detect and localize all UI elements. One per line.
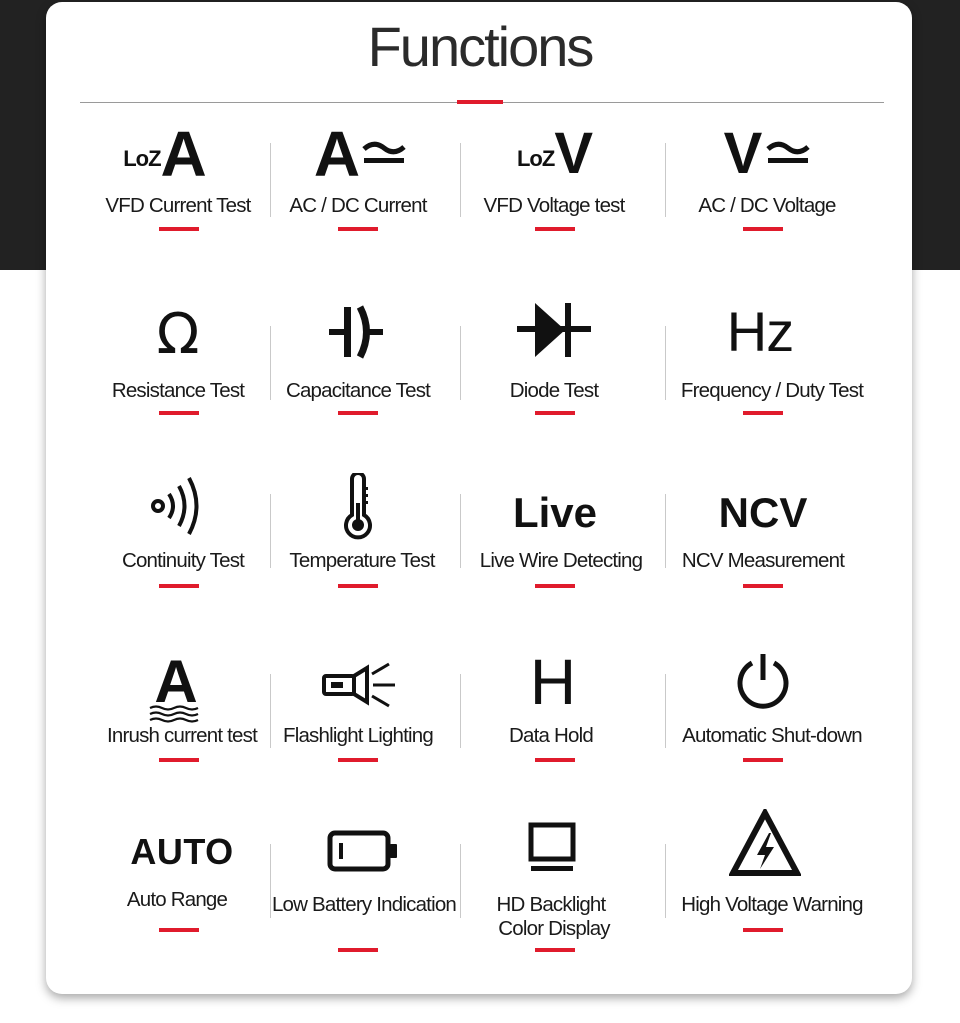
ac-dc-ampere-icon: A: [305, 124, 415, 184]
function-label: AC / DC Voltage: [698, 194, 836, 217]
function-label: Frequency / Duty Test: [680, 379, 864, 402]
function-accent-bar: [159, 411, 199, 415]
function-accent-bar: [338, 758, 378, 762]
function-label: Inrush current test: [106, 724, 257, 747]
monitor-icon: [526, 822, 578, 878]
function-accent-bar: [743, 411, 783, 415]
flashlight-icon: [320, 660, 398, 710]
function-label: Live Wire Detecting: [479, 549, 643, 572]
function-label: HD Backlight: [496, 893, 606, 916]
capacitor-icon: [326, 302, 386, 362]
ohm-icon: Ω: [156, 302, 200, 367]
function-accent-bar: [159, 227, 199, 231]
function-label: Automatic Shut-down: [682, 724, 862, 747]
function-accent-bar: [159, 584, 199, 588]
diode-icon: [514, 300, 594, 360]
battery-icon: [324, 826, 402, 876]
function-accent-bar: [535, 584, 575, 588]
function-label: Continuity Test: [121, 549, 245, 572]
function-accent-bar: [338, 411, 378, 415]
function-accent-bar: [338, 948, 378, 952]
warning-icon: [728, 808, 802, 878]
thermometer-icon: [340, 472, 376, 542]
function-label: High Voltage Warning: [681, 893, 863, 916]
function-accent-bar: [535, 948, 575, 952]
function-label: Resistance Test: [111, 379, 245, 402]
continuity-icon: [146, 474, 206, 538]
function-accent-bar: [338, 227, 378, 231]
ac-dc-volt-icon: V: [712, 124, 822, 184]
function-label: NCV Measurement: [681, 549, 845, 572]
loz-volt-icon: LoZ V: [516, 121, 593, 186]
function-accent-bar: [743, 928, 783, 932]
hold-icon: H: [529, 646, 577, 718]
function-label: Data Hold: [509, 724, 593, 747]
function-label: Flashlight Lighting: [282, 724, 434, 747]
column-divider: [665, 143, 666, 217]
function-label: Capacitance Test: [285, 379, 431, 402]
function-label: AC / DC Current: [289, 194, 427, 217]
power-icon: [734, 652, 792, 710]
ncv-icon: NCV: [718, 489, 808, 536]
function-accent-bar: [159, 758, 199, 762]
function-label: Temperature Test: [289, 549, 435, 572]
function-label: VFD Voltage test: [483, 194, 625, 217]
function-accent-bar: [743, 227, 783, 231]
function-accent-bar: [159, 928, 199, 932]
title-accent-bar: [457, 100, 503, 104]
hz-icon: Hz: [726, 300, 794, 363]
loz-ampere-icon: LoZ A: [123, 118, 207, 190]
svg-text:A: A: [154, 652, 198, 715]
function-label-line2: Color Display: [498, 917, 610, 940]
auto-icon: AUTO: [130, 831, 234, 872]
function-label: Diode Test: [509, 379, 599, 402]
function-label: VFD Current Test: [105, 194, 251, 217]
function-accent-bar: [743, 758, 783, 762]
inrush-icon: [144, 652, 208, 724]
column-divider: [665, 326, 666, 400]
function-accent-bar: [338, 584, 378, 588]
function-accent-bar: [535, 758, 575, 762]
live-icon: Live: [512, 489, 598, 536]
function-label: Low Battery Indication: [271, 893, 457, 916]
function-accent-bar: [535, 227, 575, 231]
page-title: Functions: [367, 15, 593, 78]
function-accent-bar: [535, 411, 575, 415]
function-accent-bar: [743, 584, 783, 588]
function-label: Auto Range: [126, 888, 228, 911]
